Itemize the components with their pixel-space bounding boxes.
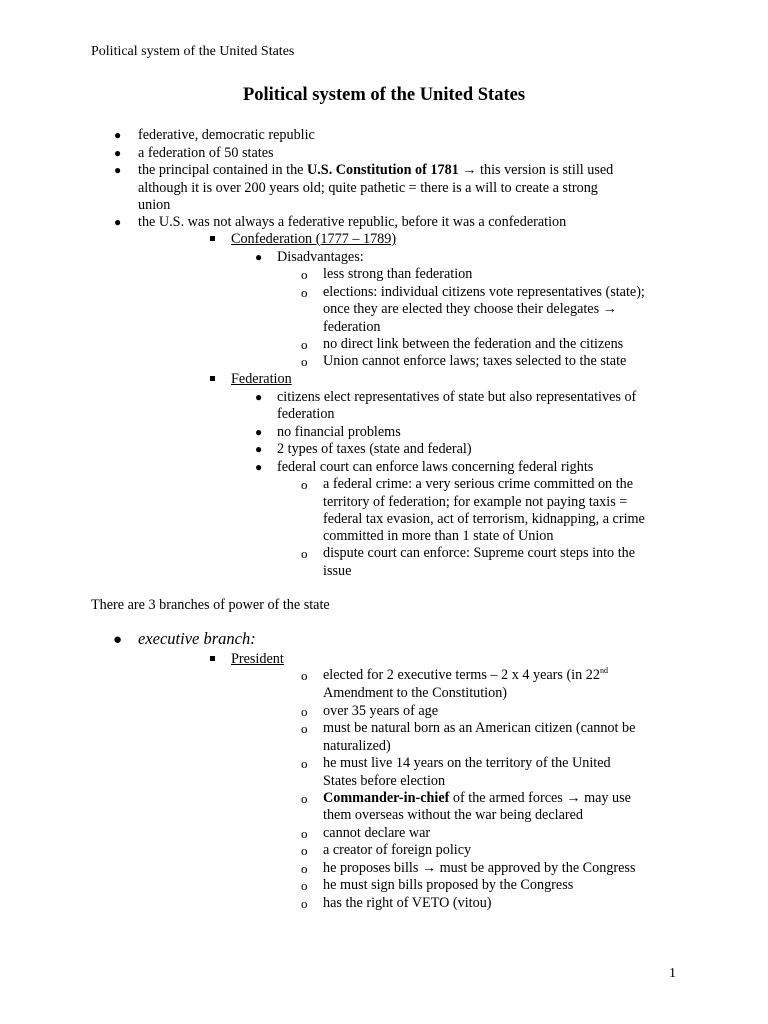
- list-item: he must live 14 years on the territory of the United: [323, 755, 611, 771]
- list-item-continuation: federation: [277, 406, 335, 422]
- circle-bullet-icon: o: [301, 285, 308, 300]
- list-item: elections: individual citizens vote representatives (state);: [323, 284, 645, 300]
- list-item-continuation: naturalized): [323, 738, 391, 754]
- list-item: over 35 years of age: [323, 703, 439, 719]
- list-item: citizens elect representatives of state but also representatives of: [277, 389, 637, 405]
- circle-bullet-icon: o: [301, 704, 308, 719]
- bullet-icon: ●: [255, 460, 263, 474]
- circle-bullet-icon: o: [301, 267, 308, 282]
- list-item: 2 types of taxes (state and federal): [277, 441, 472, 457]
- list-item: [323, 790, 631, 807]
- list-item: dispute court can enforce: Supreme court steps into the: [323, 545, 636, 561]
- confederation-heading: Confederation (1777 – 1789): [231, 231, 397, 247]
- list-item: no direct link between the federation and the citizens: [323, 336, 624, 352]
- list-item: no financial problems: [277, 424, 401, 440]
- commander-bold: Commander-in-chief: [323, 790, 450, 806]
- bullet-icon: ●: [255, 390, 263, 404]
- circle-bullet-icon: o: [301, 721, 308, 736]
- list-item: must be natural born as an American citizen (cannot be: [323, 720, 636, 736]
- constitution-bold: U.S. Constitution of 1781: [307, 162, 459, 178]
- list-item-continuation: Amendment to the Constitution): [323, 685, 508, 701]
- p1-superscript: nd: [599, 666, 608, 675]
- bullet-icon: ●: [255, 442, 263, 456]
- list-item-continuation: federal tax evasion, act of terrorism, kidnapping, a crime: [323, 511, 645, 527]
- list-item-continuation: federation: [323, 319, 381, 335]
- list-item-continuation: issue: [323, 563, 352, 579]
- circle-bullet-icon: o: [301, 878, 308, 893]
- circle-bullet-icon: o: [301, 756, 308, 771]
- page-number: 1: [669, 966, 676, 981]
- running-header: Political system of the United States: [91, 44, 295, 59]
- bullet-icon: ●: [114, 128, 122, 142]
- list-item-continuation: union: [138, 197, 171, 213]
- list-item: has the right of VETO (vitou): [323, 895, 492, 911]
- bullet-icon: ●: [113, 632, 123, 648]
- list-item: federative, democratic republic: [138, 127, 315, 143]
- circle-bullet-icon: o: [301, 354, 308, 369]
- executive-branch-heading: executive branch:: [138, 629, 256, 648]
- president-heading: President: [231, 651, 284, 667]
- square-bullet-icon: [210, 376, 215, 381]
- list-item-continuation: although it is over 200 years old; quite pathetic = there is a will to create a strong: [138, 180, 598, 196]
- list-item: a federal crime: a very serious crime committed on the: [323, 476, 634, 492]
- bullet-icon: ●: [114, 215, 122, 229]
- item3-post: → this version is still used: [458, 162, 614, 178]
- federation-heading: Federation: [231, 371, 292, 387]
- list-item: the U.S. was not always a federative republic, before it was a confederation: [138, 214, 567, 230]
- page-title: Political system of the United States: [242, 85, 526, 105]
- square-bullet-icon: [210, 236, 215, 241]
- p5-post: of the armed forces → may use: [449, 790, 631, 806]
- item3-pre: the principal contained in the: [138, 162, 308, 178]
- square-bullet-icon: [210, 656, 215, 661]
- circle-bullet-icon: o: [301, 826, 308, 841]
- disadvantages-label: Disadvantages:: [277, 249, 364, 265]
- list-item: he proposes bills → must be approved by the Congress: [323, 860, 636, 876]
- bullet-icon: ●: [255, 250, 263, 264]
- list-item: a federation of 50 states: [138, 145, 274, 161]
- list-item: cannot declare war: [323, 825, 431, 841]
- list-item: less strong than federation: [323, 266, 473, 282]
- circle-bullet-icon: o: [301, 668, 308, 683]
- circle-bullet-icon: o: [301, 477, 308, 492]
- bullet-icon: ●: [114, 163, 122, 177]
- list-item: Union cannot enforce laws; taxes selected to the state: [323, 353, 627, 369]
- list-item: [138, 162, 613, 179]
- circle-bullet-icon: o: [301, 337, 308, 352]
- branches-intro: There are 3 branches of power of the state: [91, 597, 330, 613]
- list-item-continuation: committed in more than 1 state of Union: [323, 528, 554, 544]
- list-item-continuation: once they are elected they choose their delegates →: [323, 301, 617, 317]
- list-item-continuation: territory of federation; for example not paying taxis =: [323, 494, 628, 510]
- bullet-icon: ●: [114, 146, 122, 160]
- circle-bullet-icon: o: [301, 896, 308, 911]
- circle-bullet-icon: o: [301, 843, 308, 858]
- p1-text: elected for 2 executive terms – 2 x 4 years (in 22: [323, 667, 600, 683]
- list-item-continuation: States before election: [323, 773, 446, 789]
- list-item-continuation: them overseas without the war being declared: [323, 807, 584, 823]
- list-item: [323, 667, 608, 684]
- list-item: he must sign bills proposed by the Congress: [323, 877, 574, 893]
- circle-bullet-icon: o: [301, 546, 308, 561]
- bullet-icon: ●: [255, 425, 263, 439]
- list-item: federal court can enforce laws concerning federal rights: [277, 459, 594, 475]
- list-item: a creator of foreign policy: [323, 842, 472, 858]
- circle-bullet-icon: o: [301, 791, 308, 806]
- circle-bullet-icon: o: [301, 861, 308, 876]
